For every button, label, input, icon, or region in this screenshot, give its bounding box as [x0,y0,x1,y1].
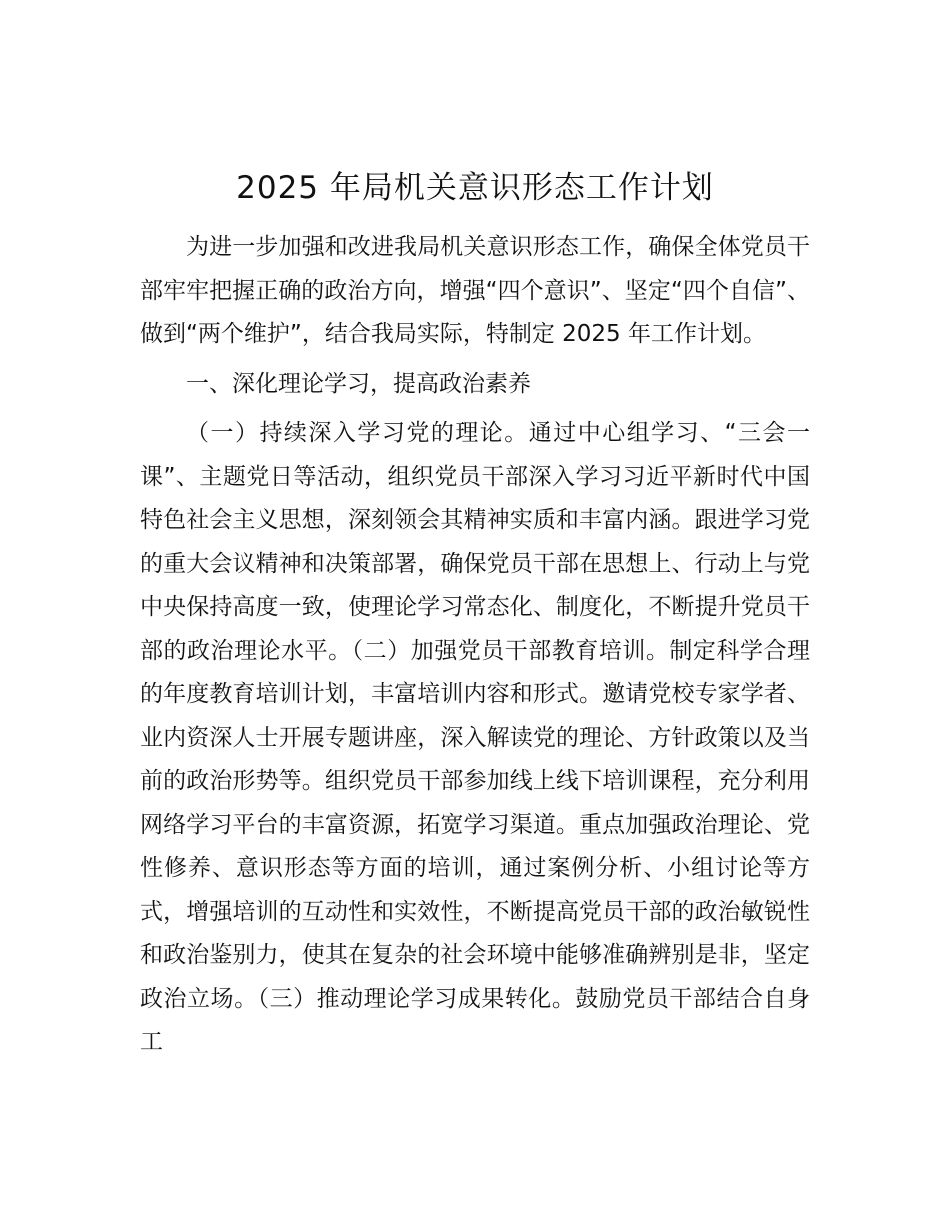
intro-paragraph: 为进一步加强和改进我局机关意识形态工作，确保全体党员干部牢牢把握正确的政治方向，增强“四个意识”、坚定“四个自信”、做到“两个维护”，结合我局实际，特制定 2025 年工作计划。 [140,234,810,347]
document-body [140,226,810,1065]
document-title: 2025 年局机关意识形态工作计划 [236,170,714,206]
section-heading: 一、深化理论学习，提高政治素养 [186,370,531,397]
section-paragraph: （一）持续深入学习党的理论。通过中心组学习、“三会一课”、主题党日等活动，组织党员干部深入学习习近平新时代中国特色社会主义思想，深刻领会其精神实质和丰富内涵。跟进学习党的重大会议精神和决策部署，确保党员干部在思想上、行动上与党中央保持高度一致，使理论学习常态化、制度化，不断提升党员干部的政治理论水平。（二）加强党员干部教育培训。制定科学合理的年度教育培训计划，丰富培训内容和形式。邀请党校专家学者、业内资深人士开展专题讲座，深入解读党的理论、方针政策以及当前的政治形势等。组织党员干部参加线上线下培训课程，充分利用网络学习平台的丰富资源，拓宽学习渠道。重点加强政治理论、党性修养、意识形态等方面的培训，通过案例分析、小组讨论等方式，增强培训的互动性和实效性，不断提高党员干部的政治敏锐性和政治鉴别力，使其在复杂的社会环境中能够准确辨别是非，坚定政治立场。（三）推动理论学习成果转化。鼓励党员干部结合自身工 [140,420,810,1055]
